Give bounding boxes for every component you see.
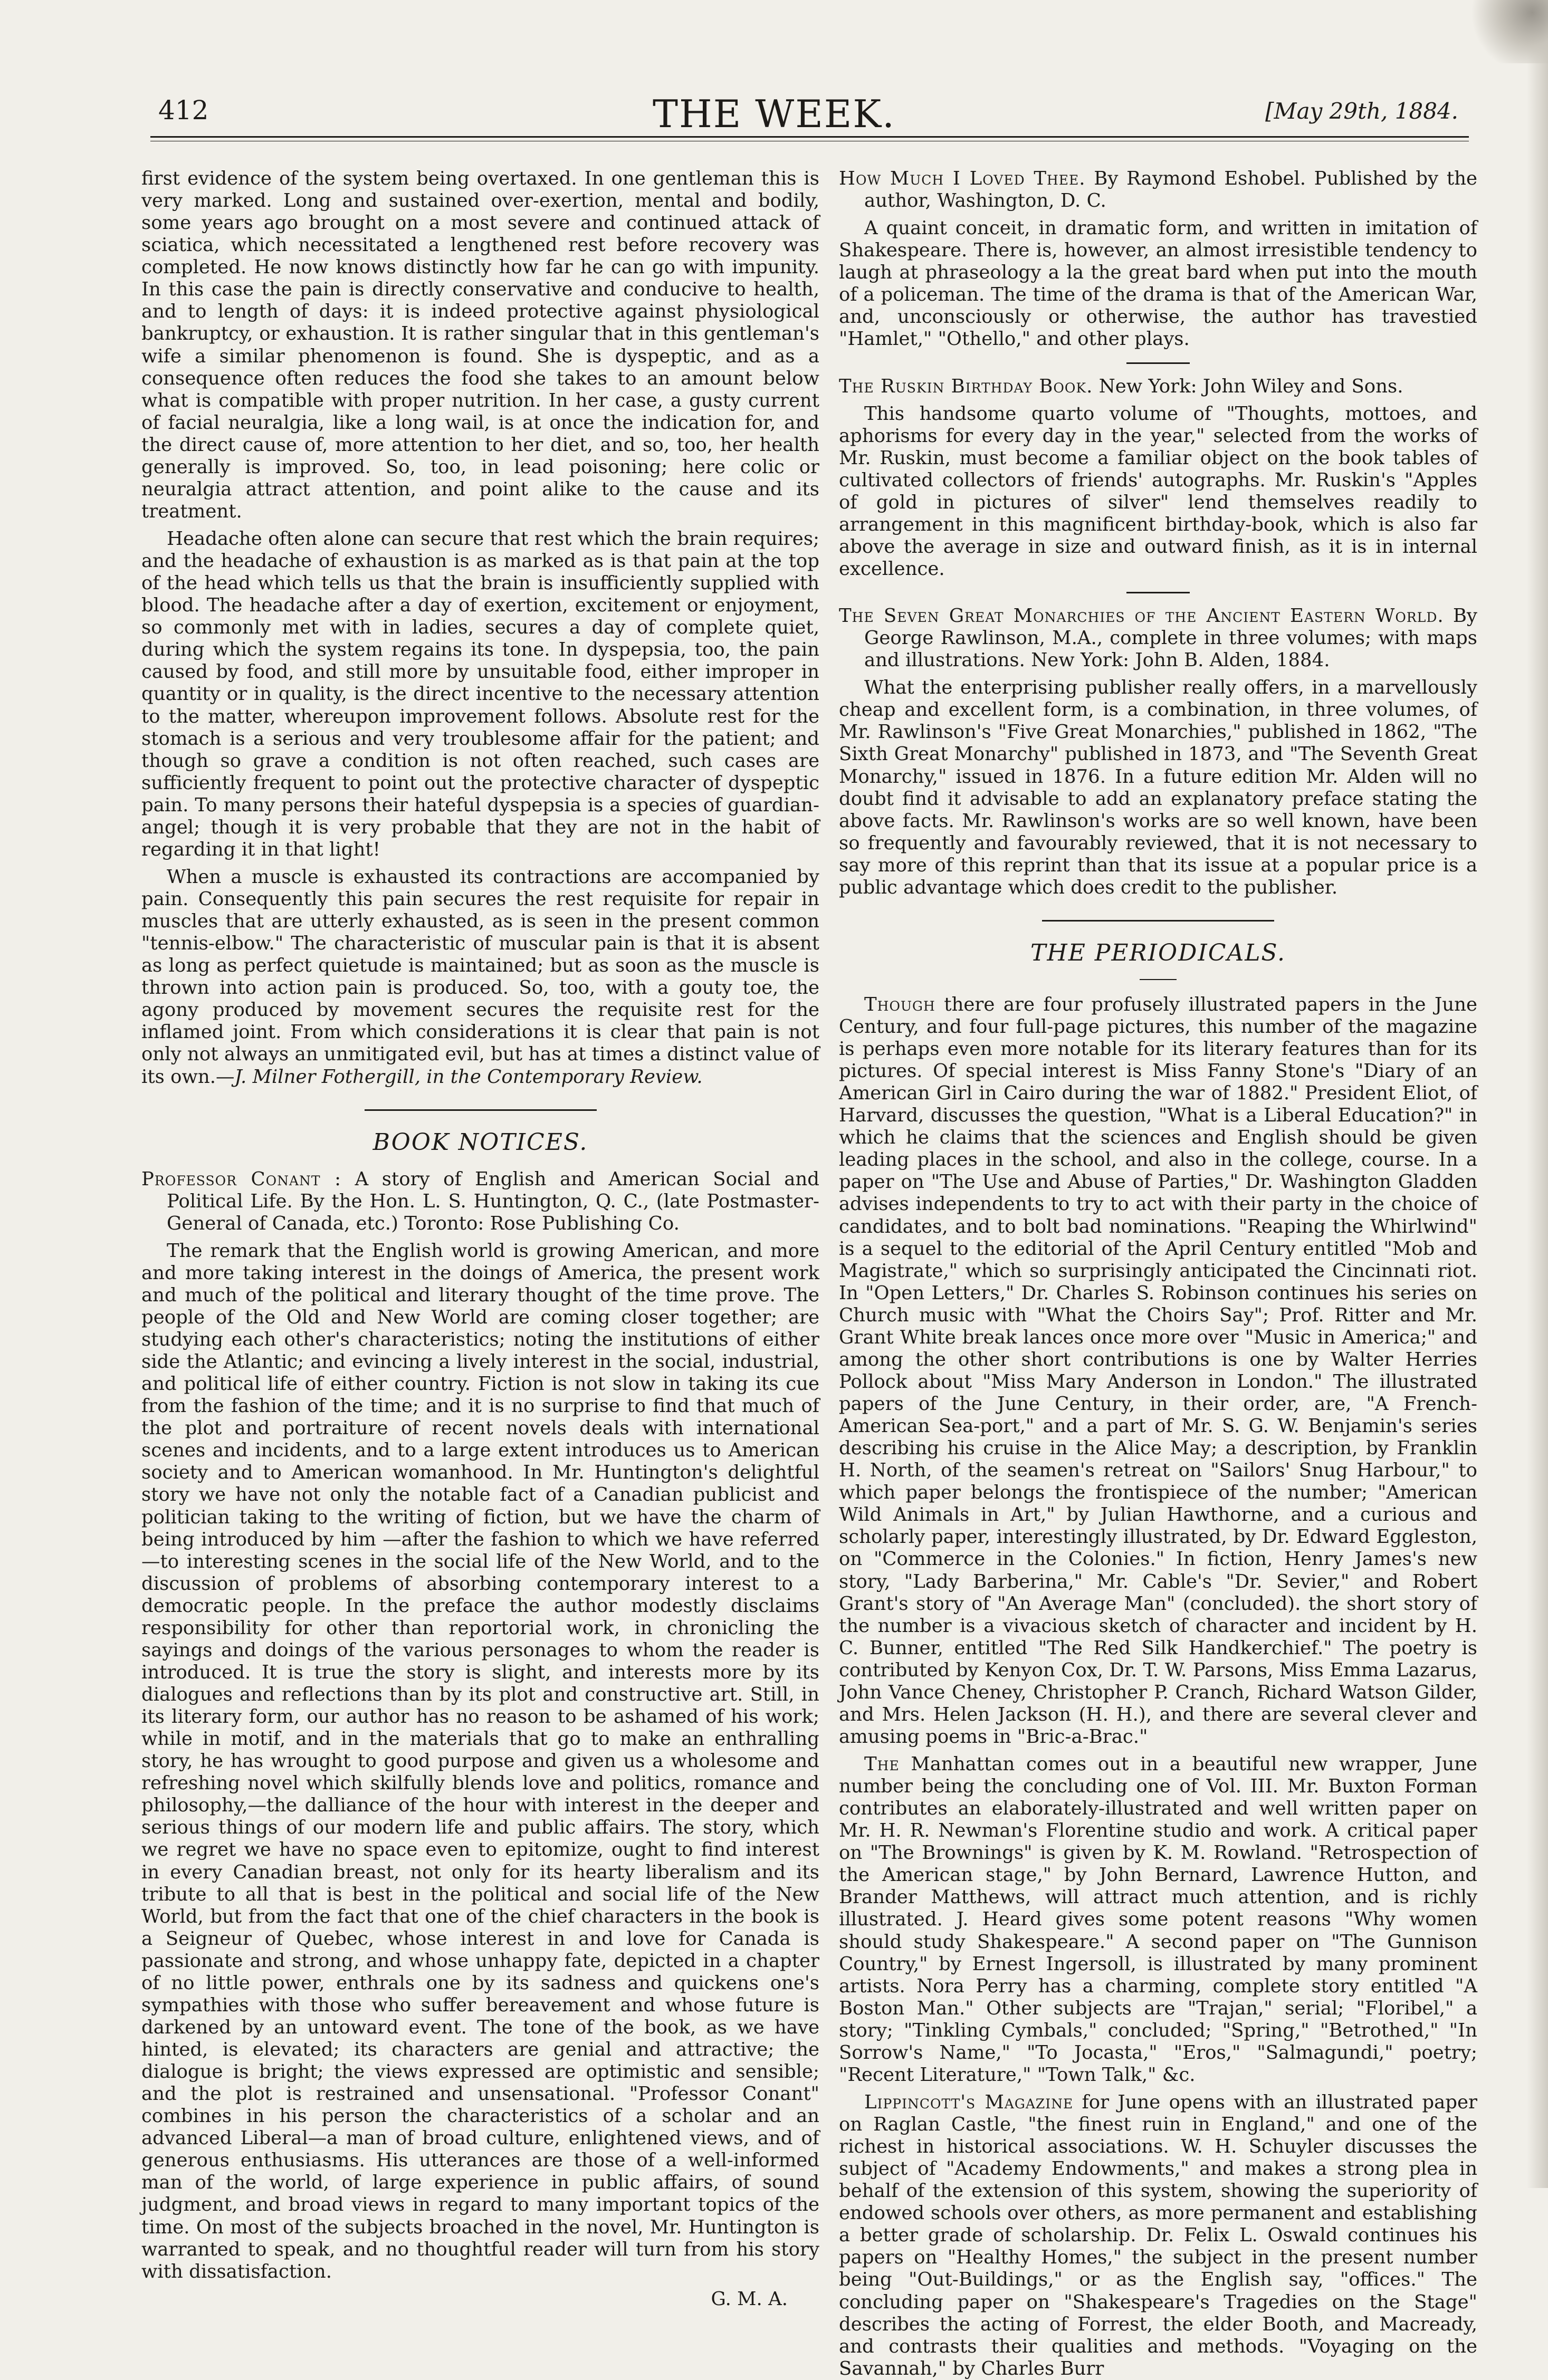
book-title: The Seven Great Monarchies of the Ancient Eastern World. [839,605,1444,627]
article-paragraph [141,866,819,1088]
book-review: A quaint conceit, in dramatic form, and written in imitation of Shakespeare. There is, however, an almost irresistible tendency to laugh at phraseology a la the great bard when put into the mouth of a policeman. The time of the drama is that of the American War, and, unconsciously or otherwise, the author has travestied "Hamlet," "Othello," and other plays. [839,217,1477,350]
book-notice-heading [839,376,1477,398]
page-header [0,0,1548,158]
book-title: How Much I Loved Thee. [839,168,1086,189]
paper-edge-wear [1527,0,1548,2188]
section-title-book-notices: BOOK NOTICES. [372,1128,588,1156]
periodical-paragraph [839,2091,1477,2380]
paragraph-lead: The [864,1753,900,1775]
book-review: The remark that the English world is growing American, and more and more taking interest in the doings of America, the present work and much of the political and literary thought of the time prove. The people of the Old and New World are coming closer together; are studying each other's characteristics; noting the institutions of either side the Atlantic; and evincing a lively interest in the social, industrial, and political life of either country. Fiction is not slow in taking its cue from the fashion of the time; and it is no surprise to find that much of the plot and portraiture of recent novels deals with international scenes and incidents, and to a large extent introduces us to American society and to American womanhood. In Mr. Huntington's delightful story we have not only the notable fact of a Canadian publicist and politician taking to the writing of fiction, but we have the charm of being introduced by him —after the fashion to which we have referred—to interesting scenes in the social life of the New World, and to the discussion of problems of absorbing contemporary interest to a democratic people. In the preface the author modestly disclaims responsibility for other than reportorial work, in chronicling the sayings and doings of the various personages to whom the reader is introduced. It is true the story is slight, and interests more by its dialogues and reflections than by its plot and constructive art. Still, in its literary form, our author has no reason to be ashamed of his work; while in motif, and in the materials that go to make an enthralling story, he has wrought to good purpose and given us a wholesome and refreshing novel which skilfully blends love and politics, romance and philosophy,—the dalliance of the hour with interest in the deeper and serious things of our modern life and public affairs. The story, which we regret we have no space even to epitomize, ought to find interest in every Canadian breast, not only for its hearty liberalism and its tribute to all that is best in the political and social life of the New World, but from the fact that one of the chief characters in the book is a Seigneur of Quebec, whose interest in and love for Canada is passionate and strong, and whose unhappy fate, depicted in a chapter of no little power, enthrals one by its sadness and quickens one's sympathies with those who suffer bereavement and whose future is darkened by an untoward event. The tone of the book, as we have hinted, is elevated; its characters are genial and attractive; the dialogue is bright; the views expressed are optimistic and sensible; and the plot is restrained and unsensational. "Professor Conant" combines in his person the characteristics of a scholar and an advanced Liberal—a man of broad culture, enlightened views, and of generous enthusiasms. His utterances are those of a well-informed man of the world, of large experience in public affairs, of sound judgment, and broad views in regard to many important topics of the time. On most of the subjects broached in the novel, Mr. Huntington is warranted to speak, and no thoughtful reader will turn from his story with dissatisfaction. [141,1240,819,2282]
review-signature: G. M. A. [711,2288,788,2310]
journal-title: THE WEEK. [652,92,896,136]
issue-date: [May 29th, 1884. [1265,98,1458,124]
article-paragraph-text: When a muscle is exhausted its contractions are accompanied by pain. Consequently this pain secures the rest requisite for repair in muscles that are utterly exhausted, as is seen in the present common "tennis-elbow." The characteristic of muscular pain is that it is absent as long as perfect quietude is maintained; but as soon as the muscle is thrown into action pain is produced. So, too, with a gouty toe, the agony produced by movement secures the requisite rest for the inflamed joint. From which considerations it is clear that pain is not only not always an unmitigated evil, but has at times a distinct value of its own.— [141,866,819,1088]
periodical-paragraph [839,1753,1477,2086]
notice-divider [1126,592,1190,593]
header-rule [150,136,1469,141]
article-attribution: J. Milner Fothergill, in the Contemporary Review. [234,1066,703,1088]
article-paragraph: Headache often alone can secure that rest which the brain requires; and the headache of exhaustion is as marked as is that pain at the top of the head which tells us that the brain is insufficiently supplied with blood. The headache after a day of exertion, excitement or enjoyment, so commonly met with in ladies, secures a day of complete quiet, during which the system regains its tone. In dyspepsia, too, the pain caused by food, and still more by unsuitable food, either improper in quantity or in quality, is the direct incentive to the necessary attention to the matter, whereupon improvement follows. Absolute rest for the stomach is a serious and very troublesome affair for the patient; and though so grave a condition is not often reached, such cases are sufficiently frequent to point out the protective character of dyspeptic pain. To many persons their hateful dyspepsia is a species of guardian-angel; though it is very probable that they are not in the habit of regarding it in that light! [141,528,819,860]
paragraph-lead: Though [864,993,935,1015]
book-notice-heading [839,605,1477,671]
left-column [141,168,819,2310]
book-notice-heading [141,1168,819,1235]
section-divider [1042,920,1274,922]
paragraph-text: for June opens with an illustrated paper on Raglan Castle, "the finest ruin in England," and one of the richest in historical associations. W. H. Schuyler discusses the subject of "Academy Endowments," and makes a strong plea in behalf of the extension of this system, showing the superiority of endowed schools over others, as more permanent and establishing a better grade of scholarship. Dr. Felix L. Oswald continues his papers on "Healthy Homes," the subject in the present number being "Out-Buildings," or as the English say, "offices." The concluding paper on "Shakespeare's Tragedies on the Stage" describes the acting of Forrest, the elder Booth, and Macready, and contrasts their qualities and methods. "Voyaging on the Savannah," by Charles Burr [839,2091,1477,2379]
book-review: This handsome quarto volume of "Thoughts, mottoes, and aphorisms for every day in the year," selected from the works of Mr. Ruskin, must become a familiar object on the book tables of cultivated collectors of friends' autographs. Mr. Ruskin's "Apples of gold in pictures of silver" lend themselves readily to arrangement in this magnificent birthday-book, which is also far above the average in size and outward finish, as it is in internal excellence. [839,402,1477,580]
paper-corner-wear [1469,0,1548,63]
paragraph-lead: Lippincott's Magazine [864,2091,1074,2113]
periodical-paragraph [839,994,1477,1748]
article-paragraph: first evidence of the system being overtaxed. In one gentleman this is very marked. Long and sustained over-exertion, mental and bodily, some years ago brought on a most severe and continued attack of sciatica, which necessitated a lengthened rest before recovery was completed. He now knows distinctly how far he can go with impunity. In this case the pain is directly conservative and conducive to health, and to length of days: it is indeed protective against physiological bankruptcy, or exhaustion. It is rather singular that in this gentleman's wife a similar phenomenon is found. She is dyspeptic, and as a consequence often reduces the food she takes to an amount below what is compatible with proper nutrition. In her case, a gusty current of facial neuralgia, like a long wail, is at once the indication for, and the direct cause of, more attention to her diet, and so, too, her health generally is improved. So, too, in lead poisoning; here colic or neuralgia attract attention, and point alike to the cause and its treatment. [141,168,819,522]
book-title: Professor Conant : [141,1168,342,1190]
book-details: By Raymond Eshobel. Published by the author, Washington, D. C. [864,168,1477,212]
title-underline [1140,979,1177,980]
section-title-periodicals: THE PERIODICALS. [1030,939,1286,966]
book-details: A story of English and American Social and Political Life. By the Hon. L. S. Huntington, Q. C., (late Postmaster-General of Canada, etc.) Toronto: Rose Publishing Co. [167,1168,819,1234]
page-number: 412 [158,95,209,126]
section-divider [365,1109,597,1111]
book-details: By George Rawlinson, M.A., complete in three volumes; with maps and illustrations. New York: John B. Alden, 1884. [864,605,1477,671]
book-details: New York: John Wiley and Sons. [1098,375,1403,397]
notice-divider [1126,362,1190,364]
right-column [839,168,1477,2379]
paragraph-text: Manhattan comes out in a beautiful new wrapper, June number being the concluding one of Vol. III. Mr. Buxton Forman contributes an elaborately-illustrated and well written paper on Mr. H. R. Newman's Florentine studio and work. A critical paper on "The Brownings" is given by K. M. Rowland. "Retrospection of the American stage," by John Bernard, Lawrence Hutton, and Brander Matthews, will attract much attention, and is richly illustrated. J. Heard gives some potent reasons "Why women should study Shakespeare." A second paper on "The Gunnison Country," by Ernest Ingersoll, is illustrated by many prominent artists. Nora Perry has a charming, complete story entitled "A Boston Man." Other subjects are "Trajan," serial; "Floribel," a story; "Tinkling Cymbals," concluded; "Spring," "Betrothed," "In Sorrow's Name," "To Jocasta," "Eros," "Salmagundi," poetry; "Recent Literature," "Town Talk," &c. [839,1753,1477,2086]
paragraph-text: there are four profusely illustrated papers in the June Century, and four full-page pictures, this number of the magazine is perhaps even more notable for its literary features than for its pictures. Of special interest is Miss Fanny Stone's "Diary of an American Girl in Cairo during the war of 1882." President Eliot, of Harvard, discusses the question, "What is a Liberal Education?" in which he claims that the sciences and English should be given leading places in the school, and also in the college, course. In a paper on "The Use and Abuse of Parties," Dr. Washington Gladden advises independents to try to act with their party in the choice of candidates, and to bolt bad nominations. "Reaping the Whirlwind" is a sequel to the editorial of the April Century entitled "Mob and Magistrate," which so surprisingly anticipated the Cincinnati riot. In "Open Letters," Dr. Charles S. Robinson continues his series on Church music with "What the Choirs Say"; Prof. Ritter and Mr. Grant White break lances once more over "Music in America;" and among the other short contributions is one by Walter Herries Pollock about "Miss Mary Anderson in London." The illustrated papers of the June Century, in their order, are, "A French-American Sea-port," and a part of Mr. S. G. W. Benjamin's series describing his cruise in the Alice May; a description, by Franklin H. North, of the seamen's retreat on "Sailors' Snug Harbour," to which paper belongs the frontispiece of the number; "American Wild Animals in Art," by Julian Hawthorne, and a curious and scholarly paper, interestingly illustrated, by Dr. Edward Eggleston, on "Commerce in the Colonies." In fiction, Henry James's new story, "Lady Barberina," Mr. Cable's "Dr. Sevier," and Robert Grant's story of "An Average Man" (concluded). the short story of the number is a vivacious sketch of character and incident by H. C. Bunner, entitled "The Red Silk Handkerchief." The poetry is contributed by Kenyon Cox, Dr. T. W. Parsons, Miss Emma Lazarus, John Vance Cheney, Christopher P. Cranch, Richard Watson Gilder, and Mrs. Helen Jackson (H. H.), and there are several clever and amusing poems in "Bric-a-Brac." [839,993,1477,1748]
book-notice-heading [839,168,1477,212]
book-title: The Ruskin Birthday Book. [839,375,1093,397]
book-review: What the enterprising publisher really offers, in a marvellously cheap and excellent form, is a combination, in three volumes, of Mr. Rawlinson's "Five Great Monarchies," published in 1862, "The Sixth Great Monarchy" published in 1873, and "The Seventh Great Monarchy," issued in 1876. In a future edition Mr. Alden will no doubt find it advisable to add an explanatory preface stating the above facts. Mr. Rawlinson's works are so well known, have been so frequently and favourably reviewed, that it is not necessary to say more of this reprint than that its issue at a popular price is a public advantage which does credit to the publisher. [839,677,1477,898]
